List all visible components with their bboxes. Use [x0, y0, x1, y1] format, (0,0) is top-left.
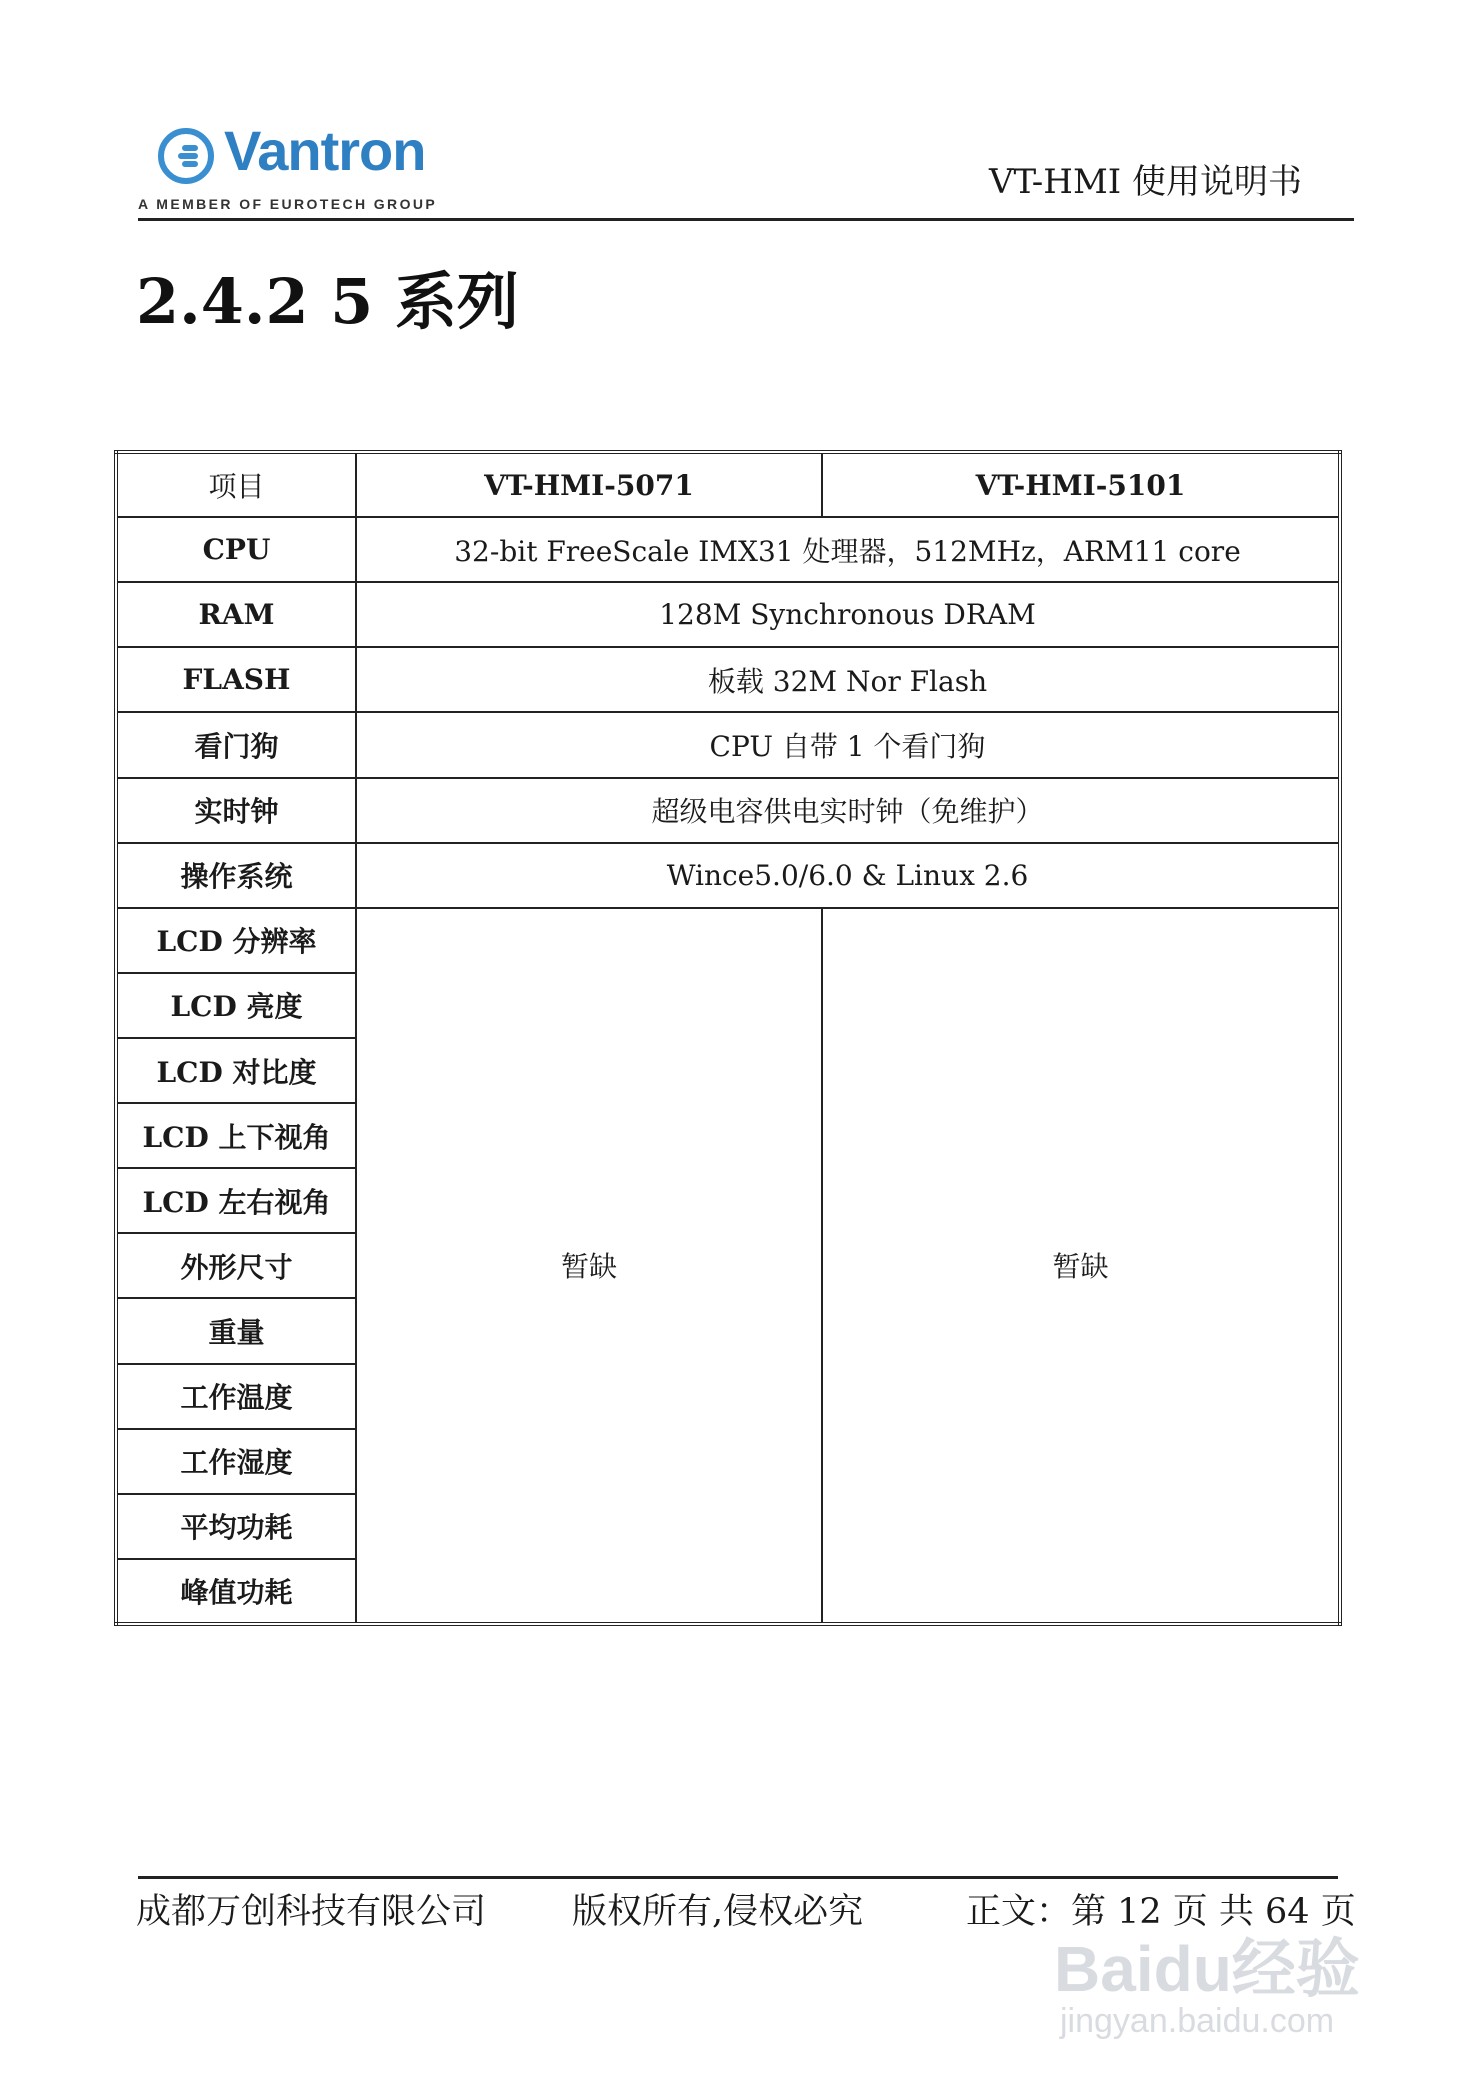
row-label: 重量: [116, 1298, 356, 1363]
table-row: [116, 778, 1340, 843]
logo-wordmark: Vantron: [224, 119, 426, 182]
row-label: LCD 对比度: [116, 1038, 356, 1103]
model-5101-pending-cell: 暂缺: [822, 908, 1340, 1624]
row-label: RAM: [116, 582, 356, 647]
table-row: [116, 517, 1340, 582]
row-label: 平均功耗: [116, 1494, 356, 1559]
header-cell-model-5071: VT-HMI-5071: [356, 452, 822, 517]
footer-page-number: 正文：第 12 页 共 64 页: [966, 1892, 1356, 1932]
logo-tagline: A MEMBER OF EUROTECH GROUP: [138, 196, 438, 212]
row-value: 128M Synchronous DRAM: [356, 582, 1340, 647]
row-label: 工作温度: [116, 1364, 356, 1429]
row-label: 峰值功耗: [116, 1559, 356, 1624]
row-label: LCD 上下视角: [116, 1103, 356, 1168]
header-divider: [138, 218, 1354, 221]
header-cell-item: 项目: [116, 452, 356, 517]
footer-company: 成都万创科技有限公司: [136, 1892, 487, 1932]
row-value: 板载 32M Nor Flash: [356, 647, 1340, 712]
row-value: CPU 自带 1 个看门狗: [356, 712, 1340, 777]
row-value: 超级电容供电实时钟（免维护）: [356, 778, 1340, 843]
table-row: [116, 843, 1340, 908]
row-label: LCD 亮度: [116, 973, 356, 1038]
document-title: VT-HMI 使用说明书: [988, 162, 1302, 202]
spec-table: [114, 450, 1342, 1626]
row-label: LCD 左右视角: [116, 1168, 356, 1233]
footer-divider: [138, 1876, 1338, 1879]
baidu-watermark: [1050, 1918, 1400, 2058]
table-row: [116, 908, 1340, 973]
row-label: LCD 分辨率: [116, 908, 356, 973]
model-5071-pending-cell: 暂缺: [356, 908, 822, 1624]
vantron-logo: [138, 119, 438, 220]
section-heading: 2.4.2 5 系列: [136, 265, 519, 338]
table-row: [116, 712, 1340, 777]
watermark-main: Baidu经验: [1054, 1933, 1360, 2005]
row-label: 实时钟: [116, 778, 356, 843]
row-label: 看门狗: [116, 712, 356, 777]
row-label: 操作系统: [116, 843, 356, 908]
row-label: 工作湿度: [116, 1429, 356, 1494]
watermark-url: jingyan.baidu.com: [1060, 2002, 1335, 2040]
row-label: CPU: [116, 517, 356, 582]
table-header-row: [116, 452, 1340, 517]
row-value: Wince5.0/6.0 & Linux 2.6: [356, 843, 1340, 908]
row-label: 外形尺寸: [116, 1233, 356, 1298]
row-label: FLASH: [116, 647, 356, 712]
table-row: [116, 582, 1340, 647]
header-cell-model-5101: VT-HMI-5101: [822, 452, 1340, 517]
footer-copyright: 版权所有,侵权必究: [572, 1892, 864, 1932]
table-row: [116, 647, 1340, 712]
row-value: 32-bit FreeScale IMX31 处理器，512MHz，ARM11 core: [356, 517, 1340, 582]
vantron-emblem-icon: [158, 128, 214, 184]
